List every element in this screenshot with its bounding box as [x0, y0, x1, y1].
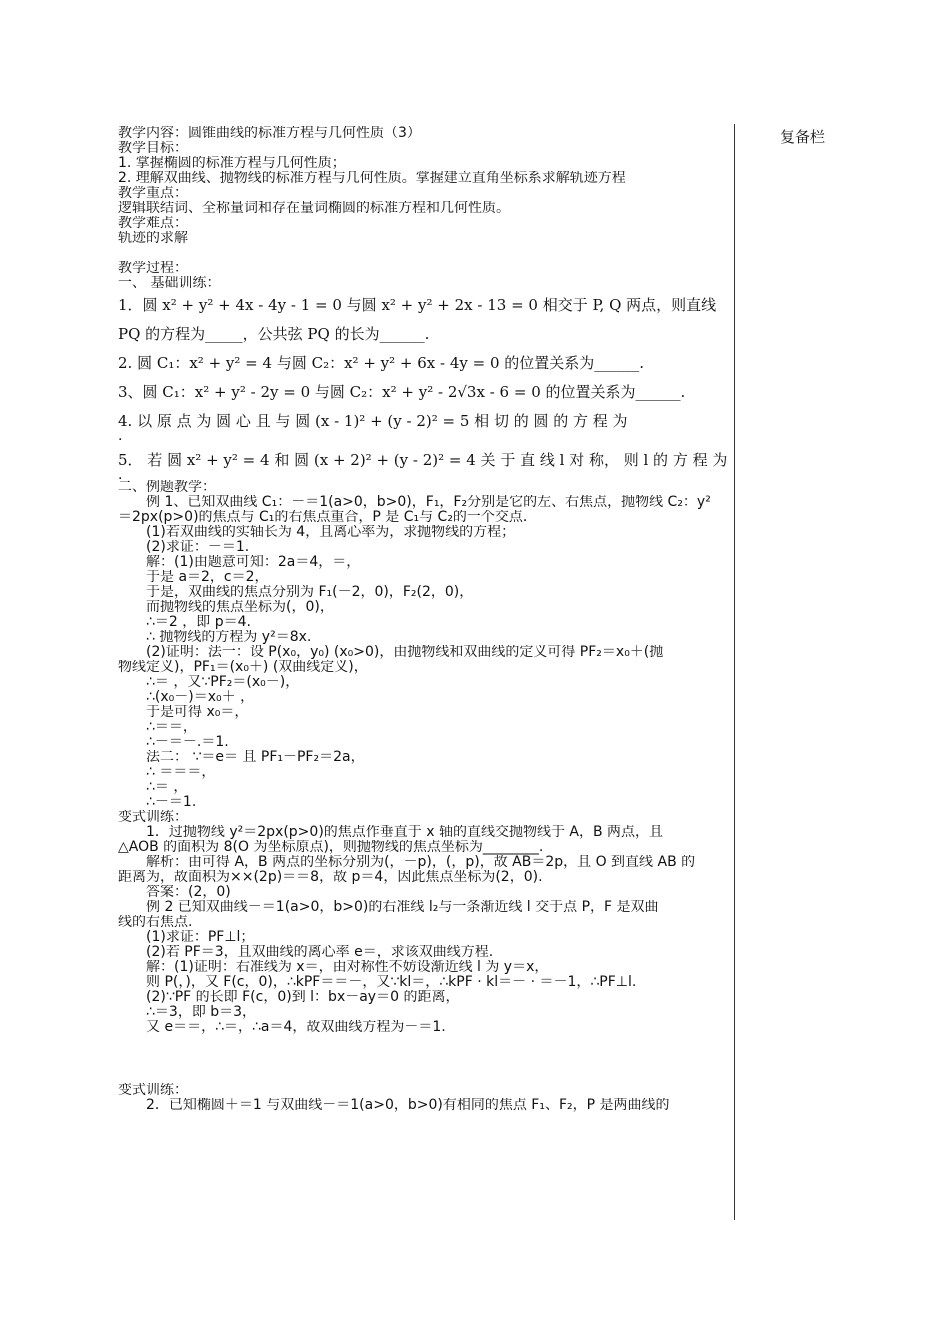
variant-line: 解析：由可得 A，B 两点的坐标分别为(，－p)，(，p)，故 AB＝2p，且 O 到直线 AB 的: [146, 855, 696, 870]
key-points-text: 逻辑联结词、全称量词和存在量词椭圆的标准方程和几何性质。: [118, 201, 510, 216]
example-line: 物线定义)，PF₁＝(x₀＋) (双曲线定义)，: [118, 660, 368, 675]
variant-line: 距离为，故面积为××(2p)＝＝8，故 p＝4，因此焦点坐标为(2，0).: [118, 870, 543, 885]
exercise-line: 1．圆 x² + y² + 4x - 4y - 1 = 0 与圆 x² + y² + 2x - 13 = 0 相交于 P, Q 两点，则直线: [118, 296, 717, 314]
variant-line: (2)∵PF 的长即 F(c，0)到 l：bx－ay＝0 的距离，: [146, 990, 460, 1005]
variant-line: 线的右焦点.: [118, 915, 193, 930]
lesson-plan-body: [118, 126, 730, 1113]
example-line: ∴－＝－.＝1.: [146, 735, 229, 750]
side-column-title: 复备栏: [780, 128, 826, 146]
variant-line: 例 2 已知双曲线－＝1(a>0，b>0)的右准线 l₂与一条渐近线 l 交于点 P，F 是双曲: [146, 900, 659, 915]
exercise-line: 3、圆 C₁：x² + y² - 2y = 0 与圆 C₂：x² + y² - 2√3x - 6 = 0 的位置关系为______.: [118, 383, 686, 401]
variant-title: 变式训练：: [118, 1083, 188, 1098]
example-line: ∴－＝1.: [146, 795, 197, 810]
variant-line: △AOB 的面积为 8(O 为坐标原点)，则抛物线的焦点坐标为________.: [118, 840, 544, 855]
variant-line: 则 P(，)，又 F(c，0)，∴kPF＝＝－，又∵kl＝，∴kPF · kl＝－ · ＝－1，∴PF⊥l.: [146, 975, 637, 990]
goal-item: 1. 掌握椭圆的标准方程与几何性质；: [118, 156, 346, 171]
exercise-line: 4. 以 原 点 为 圆 心 且 与 圆 (x - 1)² + (y - 2)² = 5 相 切 的 圆 的 方 程 为: [118, 412, 628, 430]
variant-line: (2)若 PF＝3，且双曲线的离心率 e＝，求该双曲线方程.: [146, 945, 494, 960]
section-heading: 二、例题教学：: [118, 480, 216, 495]
variant-line: 1．过抛物线 y²＝2px(p>0)的焦点作垂直于 x 轴的直线交抛物线于 A，B 两点，且: [146, 825, 664, 840]
example-section: [118, 480, 730, 1113]
exercise-blank-end: .: [118, 470, 123, 480]
difficulty-title: 教学难点：: [118, 216, 188, 231]
exercise-line: 2. 圆 C₁：x² + y² = 4 与圆 C₂：x² + y² + 6x - 4y = 0 的位置关系为______.: [118, 354, 645, 372]
example-line: (2)证明：法一：设 P(x₀，y₀) (x₀>0)，由抛物线和双曲线的定义可得 PF₂＝x₀＋(抛: [146, 645, 664, 660]
variant-line: 答案：(2，0): [146, 885, 231, 900]
exercise-blank-end: .: [118, 431, 123, 441]
section-heading: 一、 基础训练：: [118, 276, 221, 291]
exercise-line: 5． 若 圆 x² + y² = 4 和 圆 (x + 2)² + (y - 2)² = 4 关 于 直 线 l 对 称， 则 l 的 方 程 为: [118, 451, 728, 469]
example-line: ＝2px(p>0)的焦点与 C₁的右焦点重合，P 是 C₁与 C₂的一个交点．: [118, 510, 537, 525]
example-line: 于是可得 x₀＝，: [146, 705, 249, 720]
example-line: 解：(1)由题意可知：2a＝4，＝，: [146, 555, 361, 570]
exercise-line: PQ 的方程为_____，公共弦 PQ 的长为______.: [118, 325, 430, 343]
example-line: ∴＝ ，又∵PF₂＝(x₀－)，: [146, 675, 300, 690]
difficulty-text: 轨迹的求解: [118, 231, 188, 246]
variant-line: 2．已知椭圆＋＝1 与双曲线－＝1(a>0，b>0)有相同的焦点 F₁、F₂，P 是两曲线的: [146, 1098, 670, 1113]
example-line: ∴＝2 ，即 p＝4.: [146, 615, 251, 630]
variant-line: ∴＝3，即 b＝3，: [146, 1005, 257, 1020]
example-line: 而抛物线的焦点坐标为(，0)，: [146, 600, 334, 615]
goals-title: 教学目标：: [118, 141, 188, 156]
key-points-title: 教学重点：: [118, 186, 188, 201]
example-line: 例 1、已知双曲线 C₁：－＝1(a>0，b>0)，F₁，F₂分别是它的左、右焦点，抛物线 C₂：y²: [146, 495, 711, 510]
goal-item: 2. 理解双曲线、抛物线的标准方程与几何性质。掌握建立直角坐标系求解轨迹方程: [118, 171, 626, 186]
example-line: 于是，双曲线的焦点分别为 F₁(－2，0)，F₂(2，0)，: [146, 585, 474, 600]
spacer: [118, 246, 730, 261]
example-line: (2)求证：－＝1.: [146, 540, 250, 555]
variant-line: (1)求证：PF⊥l；: [146, 930, 255, 945]
process-title: 教学过程：: [118, 261, 188, 276]
spacer: [118, 1035, 730, 1083]
example-line: ∴＝ ，: [146, 780, 188, 795]
lesson-header: [118, 126, 730, 291]
basic-exercises: [118, 296, 730, 480]
example-line: ∴(x₀－)＝x₀＋ ，: [146, 690, 255, 705]
example-line: ∴ ＝＝＝，: [146, 765, 216, 780]
example-line: ∴＝＝，: [146, 720, 197, 735]
example-line: ∴ 抛物线的方程为 y²＝8x.: [146, 630, 312, 645]
lesson-content-line: 教学内容：圆锥曲线的标准方程与几何性质（3）: [118, 126, 421, 141]
variant-line: 解：(1)证明：右准线为 x＝，由对称性不妨设渐近线 l 为 y＝x，: [146, 960, 549, 975]
column-divider: [734, 124, 735, 1220]
example-line: 法二： ∵＝e＝ 且 PF₁－PF₂＝2a，: [146, 750, 365, 765]
variant-line: 又 e＝＝，∴＝，∴a＝4，故双曲线方程为－＝1.: [146, 1020, 446, 1035]
example-line: (1)若双曲线的实轴长为 4，且离心率为，求抛物线的方程；: [146, 525, 516, 540]
variant-title: 变式训练：: [118, 810, 188, 825]
example-line: 于是 a＝2，c＝2，: [146, 570, 269, 585]
